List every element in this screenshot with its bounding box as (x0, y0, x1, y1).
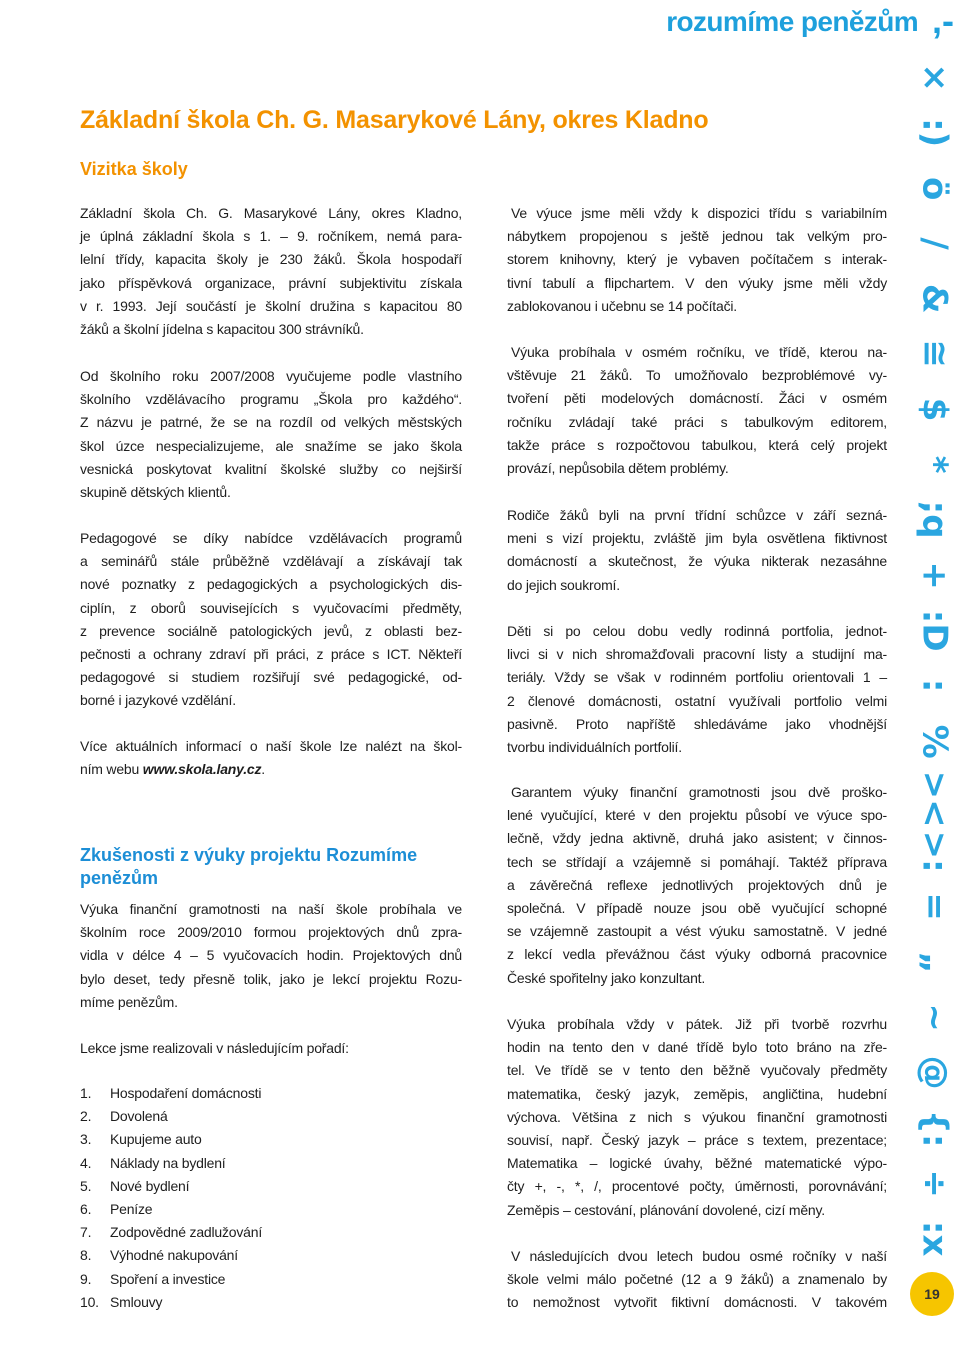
page-number-badge: 19 (910, 1272, 954, 1316)
text-line: se vzájemně zastoupit a vést výuku samostatně. V jedné (507, 923, 887, 940)
text-line: vštěvuje 21 žáků. To umožňovalo bezproblémové vy- (507, 367, 887, 384)
text-line: Děti si po celou dobu vedly rodinná portfolia, jednot- (507, 623, 887, 639)
heading-line: penězům (80, 868, 159, 888)
list-item-text: Kupujeme auto (110, 1131, 202, 1148)
decorative-symbol-icon: / (914, 237, 955, 250)
list-item-text: Smlouvy (110, 1293, 163, 1310)
decorative-symbol-icon: × (914, 63, 955, 92)
text-line: tvoření pěti modelových domácností. Žáci v osmém (507, 390, 887, 407)
decorative-symbol-icon: ö (914, 176, 955, 200)
paragraph-project-days (80, 898, 462, 1014)
decorative-symbol-icon: :) (914, 118, 955, 148)
list-item-number: 8. (80, 1247, 92, 1264)
text-line: žáků a školní jídelna s kapacitou 300 strávníků. (80, 320, 364, 337)
brand-logo-mark: ,- (932, 0, 954, 41)
paragraph-friday-lessons (507, 1013, 887, 1222)
list-item-text: Spoření a investice (110, 1270, 226, 1287)
list-item-number: 4. (80, 1154, 92, 1171)
list-item-number: 5. (80, 1177, 92, 1194)
list-item (80, 1198, 462, 1221)
text-line: tel. Ve třídě se v tento den běžně vyučovaly předměty (507, 1062, 887, 1079)
text-line: čty +, -, *, /, procentové počty, úměrnosti, porovnávání; (507, 1178, 887, 1195)
text-line: tech se střídají a vzájemně si pomáhají. Taktéž příprava (507, 853, 887, 870)
decorative-symbol-icon: * (914, 455, 955, 474)
list-item (80, 1128, 462, 1151)
text-line: Výuka probíhala vždy v pátek. Již při tvorbě rozvrhu (507, 1016, 887, 1032)
text-line: je úplná základní škola s 1. – 9. ročníkem, nemá para- (80, 228, 462, 245)
list-item-number: 3. (80, 1131, 92, 1148)
decorative-symbol-icon: :D (914, 609, 955, 652)
text-line: tvorbu individuálních portfolií. (507, 738, 682, 755)
text-line: 2 členové domácnosti, ostatní využívali portfolio velmi (507, 692, 887, 709)
text-line: matematika, český jazyk, zeměpis, angličtina, hudební (507, 1085, 887, 1102)
paragraph-lesson-order-intro (80, 1037, 462, 1060)
decorative-symbol-icon: ~ (914, 1003, 955, 1032)
text-line: a závěrečná reflexe jednotlivých projektových dnů je (507, 876, 887, 893)
decorative-symbol-icon: >: (914, 830, 955, 873)
text-line: do jejich soukromí. (507, 576, 620, 593)
text-fragment: ním webu (80, 761, 143, 778)
text-line: České spořitelny jako konzultant. (507, 969, 706, 986)
decorative-symbol-icon: % (914, 724, 955, 759)
text-line: lečně, vždy jedna aktivně, druhá jako asistent; v činnos- (507, 830, 887, 847)
list-item-text: Peníze (110, 1200, 153, 1217)
decorative-symbol-icon: @ (914, 1055, 955, 1090)
list-item-text: Náklady na bydlení (110, 1154, 226, 1171)
list-item-text: Zodpovědné zadlužování (110, 1224, 263, 1241)
list-item-text: Dovolená (110, 1108, 168, 1125)
list-item (80, 1152, 462, 1175)
lesson-list (80, 1082, 462, 1314)
paragraph-website (80, 735, 462, 781)
text-line: bylo deset, tedy přesně tolik, jako je lekcí projektu Rozu- (80, 970, 462, 987)
text-line: lelní třídy, kapacita školy je 230 žáků. Škola hospodaří (80, 251, 462, 268)
text-line: storem knihovny, který je vybaven počítačem s interak- (507, 251, 887, 268)
text-line: skupině dětských klientů. (80, 483, 231, 500)
text-line: škol úzce nespecializujeme, ale snažíme se jako škola (80, 437, 462, 454)
decorative-symbol-icon: ≅ (914, 339, 955, 369)
decorative-symbol-icon: = (914, 892, 955, 922)
text-line: meni s vizí projektu, zvláště jim byla osvětlena fiktivnost (507, 530, 887, 547)
paragraph-guarantors (507, 781, 887, 990)
text-line: pečnosti a ochrany zdraví při práci, z práce s ICT. Někteří (80, 645, 462, 662)
text-line: z prevence sociálně patologických jevů, z oblasti bez- (80, 622, 462, 639)
page-title: Základní škola Ch. G. Masarykové Lány, okres Kladno (80, 106, 709, 134)
text-line: to nemožnost vytvořit fiktivní domácnosti. V takovém (507, 1294, 887, 1311)
text-line: nábytkem propojenou s ještě jednou tak velkým pro- (507, 228, 887, 245)
paragraph-portfolios (507, 620, 887, 759)
list-item (80, 1291, 462, 1314)
paragraph-next-years (507, 1245, 887, 1315)
text-line: Rodiče žáků byli na první třídní schůzce v září sezná- (507, 507, 887, 523)
decorative-symbol-icon: {: (914, 1109, 955, 1148)
text-line: pedagogové si studiem rozšiřují své pedagogické, od- (80, 669, 462, 686)
text-line: Z názvu je patrné, že se na rozdíl od velkých městských (80, 414, 462, 431)
list-item-number: 2. (80, 1108, 92, 1125)
text-line: livci si v nich shromažďovali pracovní listy a studijní ma- (507, 646, 887, 663)
decorative-symbol-icon: ÷ (914, 1169, 955, 1198)
website-link[interactable]: www.skola.lany.cz (142, 761, 262, 778)
paragraph-eighth-grade (507, 341, 887, 480)
decorative-symbol-icon: : (914, 679, 955, 693)
text-line: v r. 1993. Její součástí je školní družina s kapacitou 80 (80, 297, 462, 314)
text-line: V následujících dvou letech budou osmé ročníky v naší (511, 1248, 887, 1264)
text-line: škole velmi málo početné (12 a 9 žáků) a znamenalo by (507, 1271, 887, 1288)
list-item-number: 7. (80, 1224, 92, 1241)
text-line: Ve výuce jsme měli vždy k dispozici třídu s variabilním (511, 205, 887, 221)
text-line: školním roce 2009/2010 formou projektových dnů zpra- (80, 924, 462, 941)
decorative-symbol-icon: $ (914, 397, 955, 422)
text-line: lené vyučující, které v den projektu působí ve výuce spo- (507, 807, 887, 824)
heading-line: Zkušenosti z výuky projektu Rozumíme (80, 845, 418, 865)
text-line: tivní tabulí a flipchartem. V den výuky jsme měli vždy (507, 274, 887, 291)
decorative-symbol-icon: :x (914, 1221, 955, 1257)
text-line: výchova. Většina z nich s výukou finanční gramotnosti (507, 1108, 887, 1125)
text-line: hodin na tento den v dané třídě bylo toto bráno na zře- (507, 1039, 887, 1056)
list-item (80, 1268, 462, 1291)
paragraph-parents (507, 504, 887, 597)
list-item-number: 1. (80, 1085, 92, 1101)
text-line: společná. V případě nouze jsou obě vyučující schopné (507, 899, 887, 916)
list-item-text: Hospodaření domácnosti (110, 1085, 262, 1101)
text-line: Výuka finanční gramotnosti na naší škole probíhala ve (80, 901, 462, 917)
list-item (80, 1175, 462, 1198)
text-line: takže práce s rozpočtovou tabulkou, která celý projekt (507, 436, 887, 453)
text-line: z lekcí vedla převážnou část výuky odborná pracovnice (507, 946, 887, 963)
decorative-symbol-icon: >< (914, 770, 955, 828)
text-line: Výuka probíhala v osmém ročníku, ve třídě, kterou na- (511, 344, 887, 360)
brand-logo: rozumíme penězům (666, 6, 918, 37)
paragraph-school-program (80, 365, 462, 504)
text-line: zablokovanou i učebnu se 14 počítači. (507, 297, 737, 314)
list-item-text: Výhodné nakupování (110, 1247, 238, 1264)
list-item (80, 1221, 462, 1244)
text-line: ročníku zvládají také práci s tabulkovým editorem, (507, 413, 887, 430)
text-line: Více aktuálních informací o naší škole lze nalézt na škol- (80, 738, 462, 754)
text-line: Základní škola Ch. G. Masarykové Lány, okres Kladno, (80, 205, 462, 221)
text-line: školního vzdělávacího programu „Škola pro každého“. (80, 391, 462, 408)
list-item-text: Nové bydlení (110, 1177, 190, 1194)
text-line: pasivně. Proto napříště shledáváme jako vhodnější (507, 715, 887, 732)
text-line: nové poznatky z pedagogických a psychologických dis- (80, 576, 462, 593)
paragraph-classroom (507, 202, 887, 318)
text-line: provází, nepůsobila dětem problémy. (507, 459, 729, 476)
list-item-number: 10. (80, 1293, 99, 1310)
list-item-number: 6. (80, 1200, 92, 1217)
section-heading-experience (80, 844, 462, 890)
text-line: Zeměpis – cestování, plánování dovolené, cizí měny. (507, 1201, 825, 1218)
decorative-symbol-strip (908, 50, 960, 1267)
section-heading-vizitka: Vizitka školy (80, 159, 188, 179)
text-line (80, 758, 462, 781)
decorative-symbol-icon: & (914, 284, 955, 314)
text-line: Od školního roku 2007/2008 vyučujeme podle vlastního (80, 368, 462, 384)
text-line: a seminářů stále průběžně vzdělávají a získávají tak (80, 553, 462, 570)
text-line: Lekce jsme realizovali v následujícím pořadí: (80, 1040, 349, 1056)
list-item (80, 1244, 462, 1267)
paragraph-teachers (80, 527, 462, 713)
list-item-number: 9. (80, 1270, 92, 1287)
text-line: Garantem výuky finanční gramotnosti jsou dvě proško- (511, 784, 887, 800)
text-line: vidla v délce 4 – 5 vyučovacích hodin. Projektových dnů (80, 947, 462, 964)
text-line: míme penězům. (80, 993, 178, 1010)
list-item (80, 1082, 462, 1105)
text-line: vesnická poskytovat kvalitní školské služby co nejširší (80, 460, 462, 477)
text-line: Matematika – logické úvahy, běžné matematické výpo- (507, 1155, 887, 1172)
text-line: Pedagogové se díky nabídce vzdělávacích programů (80, 530, 462, 546)
text-fragment: . (261, 761, 265, 778)
decorative-symbol-icon: „ (914, 951, 955, 974)
paragraph-school-intro (80, 202, 462, 341)
decorative-symbol-icon: + (914, 561, 955, 590)
text-line: ciplín, z oborů souvisejících s vyučovacími předměty, (80, 599, 462, 616)
text-line: teriály. Vždy se však v rodinném portfoliu orientovali 1 – (507, 669, 887, 686)
text-line: jako příspěvková organizace, právní subjektivitu získala (80, 274, 462, 291)
list-item (80, 1105, 462, 1128)
text-line: souvisí, např. Český jazyk – práce s textem, prezentace; (507, 1131, 887, 1148)
text-line: borné i jazykové vzdělání. (80, 692, 236, 709)
decorative-symbol-icon: ;q (914, 501, 955, 539)
text-line: domácností a skutečnost, že výuka nikterak nezasáhne (507, 553, 887, 570)
